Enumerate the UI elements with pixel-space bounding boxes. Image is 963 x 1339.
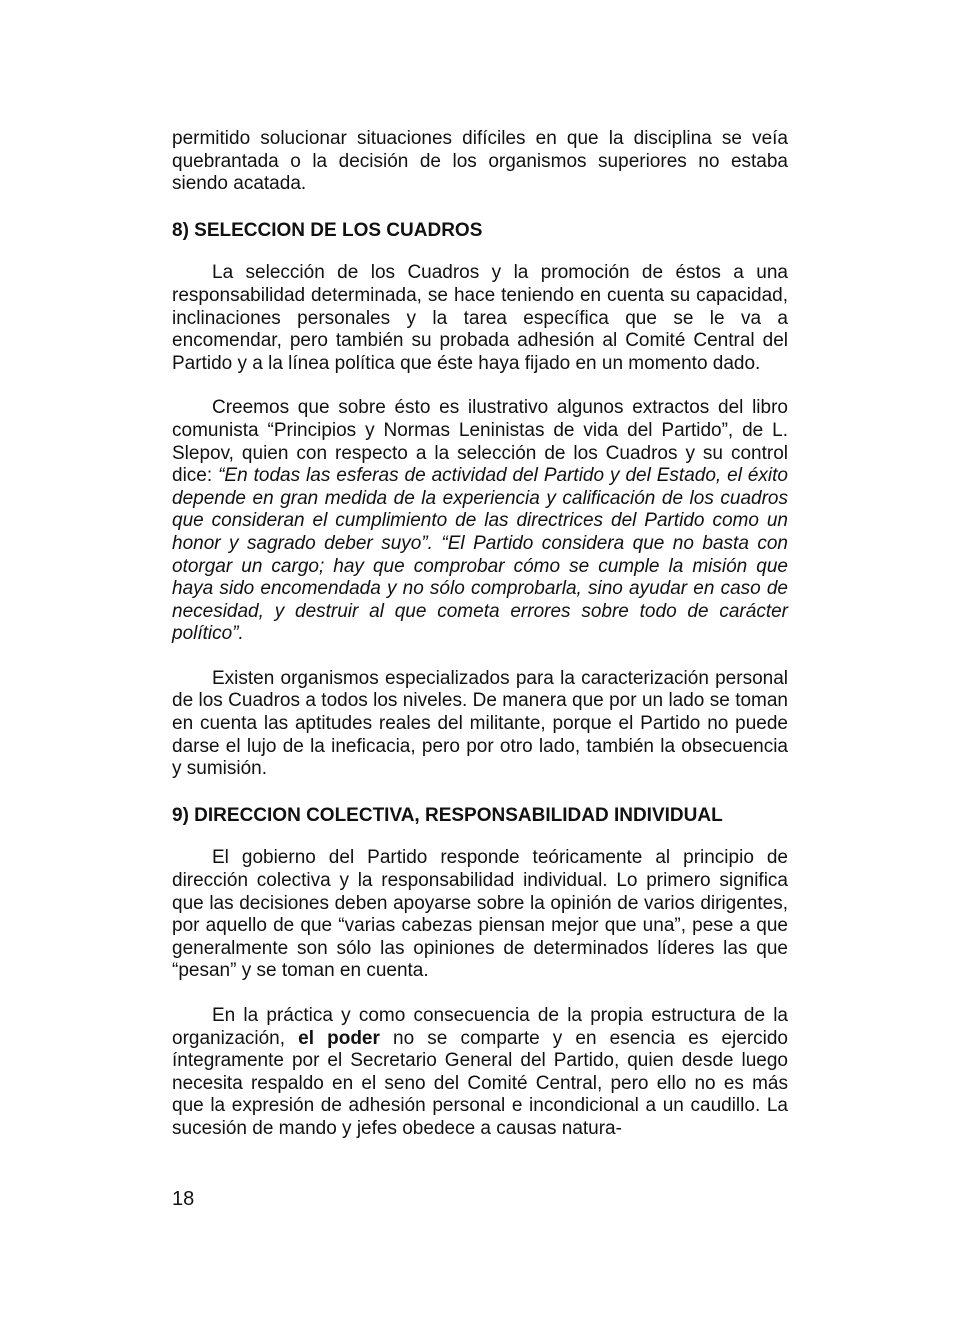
paragraph-extractos	[172, 397, 788, 646]
section-heading-8: 8) SELECCION DE LOS CUADROS	[172, 219, 483, 241]
page-number: 18	[172, 1188, 195, 1210]
paragraph-extractos-intro: Creemos que sobre ésto es ilustrativo algunos extractos del libro comunista “Principios y Normas Leninistas de vida del Partido”, de L. Slepov, quien con respecto a la selección de los Cuadros y su control dice:	[172, 397, 788, 487]
document-page	[172, 128, 788, 1141]
paragraph-continuation: permitido solucionar situaciones difíciles en que la disciplina se veía quebrantada o la decisión de los organismos superiores no estaba siendo acatada.	[172, 128, 788, 195]
paragraph-practica-end: no se comparte y en esencia es ejercido íntegramente por el Secretario General del Partido, quien desde luego necesita respaldo en el seno del Comité Central, pero ello no es más que la expresión de adhesión personal e incondicional a un caudillo. La sucesión de mando y jefes obedece a causas natura-	[172, 1027, 788, 1139]
paragraph-gobierno: El gobierno del Partido responde teóricamente al principio de dirección colectiva y la responsabilidad individual. Lo primero significa que las decisiones deben apoyarse sobre la opinión de varios dirigentes, por aquello de que “varias cabezas piensan mejor que una”, pese a que generalmente son sólo las opiniones de determinados líderes las que “pesan” y se toman en cuenta.	[172, 847, 788, 982]
paragraph-practica-start: En la práctica y como consecuencia de la propia estructura de la organización,	[172, 1005, 788, 1049]
emphasis-el-poder: el poder	[298, 1027, 380, 1049]
quoted-extract: “En todas las esferas de actividad del Partido y del Estado, el éxito depende en gran medida de la experiencia y calificación de los cuadros que consideran el cumplimiento de las directrices del Partido como un honor y sagrado deber suyo”. “El Partido considera que no basta con otorgar un cargo; hay que comprobar cómo se cumple la misión que haya sido encomendada y no sólo comprobarla, sino ayudar en caso de necesidad, y destruir al que cometa errores sobre todo de carácter político”.	[172, 465, 789, 645]
paragraph-organismos: Existen organismos especializados para la caracterización personal de los Cuadros a todos los niveles. De manera que por un lado se toman en cuenta las aptitudes reales del militante, porque el Partido no puede darse el lujo de la ineficacia, pero por otro lado, también la obsecuencia y sumisión.	[172, 667, 788, 780]
paragraph-practica	[172, 1005, 788, 1141]
section-heading-9: 9) DIRECCION COLECTIVA, RESPONSABILIDAD INDIVIDUAL	[172, 804, 723, 826]
paragraph-seleccion: La selección de los Cuadros y la promoción de éstos a una responsabilidad determinada, se hace teniendo en cuenta su capacidad, inclinaciones personales y la tarea específica que se le va a encomendar, pero también su probada adhesión al Comité Central del Partido y a la línea política que éste haya fijado en un momento dado.	[172, 262, 788, 374]
